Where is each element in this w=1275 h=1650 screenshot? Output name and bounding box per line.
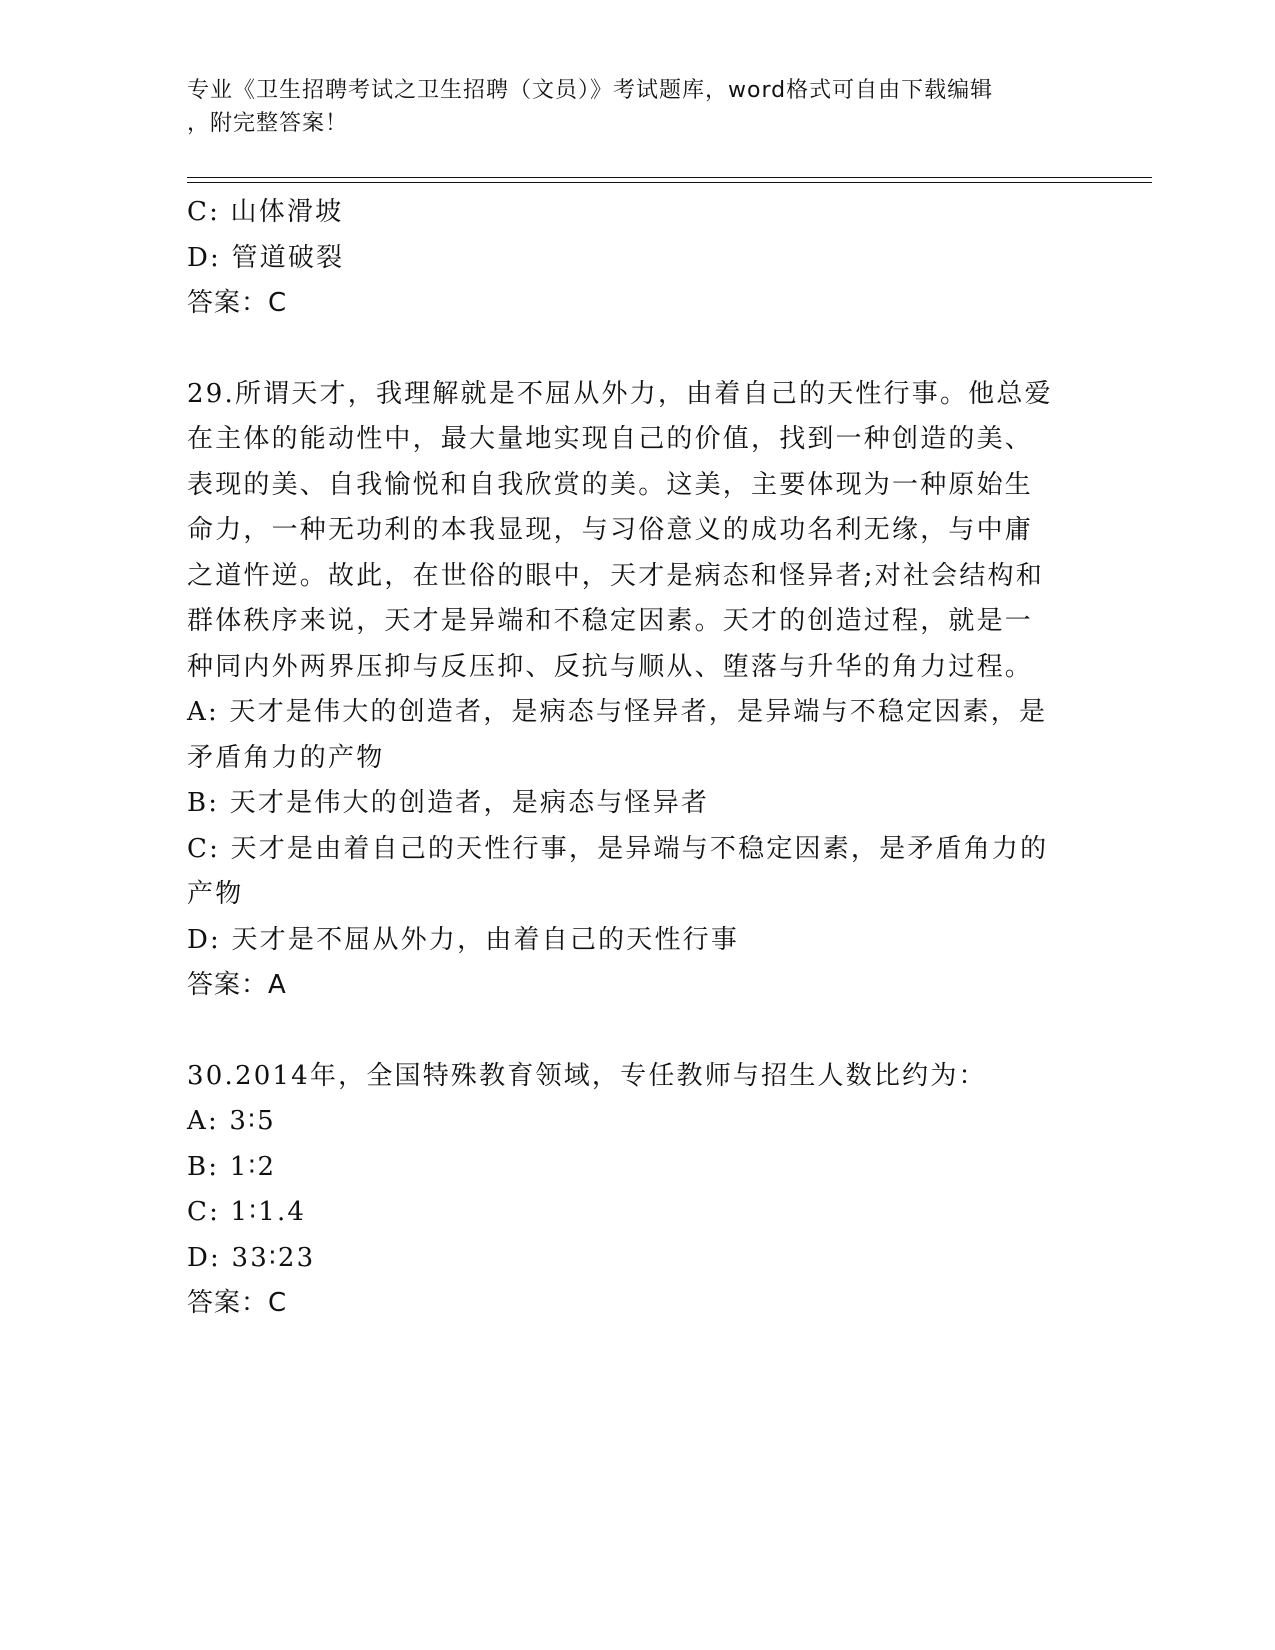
question-28-tail	[187, 190, 1087, 327]
header-divider-top	[187, 177, 1152, 178]
header-line-1: 专业《卫生招聘考试之卫生招聘（文员）》考试题库，word格式可自由下载编辑	[187, 78, 994, 103]
q29-stem-line: 29.所谓天才，我理解就是不屈从外力，由着自己的天性行事。他总爱	[187, 378, 1053, 409]
q29-option-a-line: A: 天才是伟大的创造者，是病态与怪异者，是异端与不稳定因素，是	[187, 697, 1048, 727]
q29-answer: 答案：A	[187, 970, 287, 1000]
spacer	[187, 327, 1087, 372]
q30-option-b: B: 1∶2	[187, 1151, 277, 1182]
q29-stem-line: 在主体的能动性中，最大量地实现自己的价值，找到一种创造的美、	[187, 424, 1034, 454]
q30-option-a: A: 3∶5	[187, 1106, 276, 1136]
q29-stem-line: 群体秩序来说，天才是异端和不稳定因素。天才的创造过程，就是一	[187, 606, 1034, 636]
question-30	[187, 1054, 1087, 1327]
q30-stem: 30.2014年，全国特殊教育领域，专任教师与招生人数比约为：	[187, 1060, 987, 1091]
q28-option-c: C: 山体滑坡	[187, 197, 344, 227]
page-header	[187, 74, 1067, 140]
q29-option-a-line: 矛盾角力的产物	[187, 742, 385, 773]
q30-option-d: D: 33∶23	[187, 1242, 316, 1273]
q28-option-d: D: 管道破裂	[187, 242, 345, 273]
spacer	[187, 1009, 1087, 1054]
q29-stem-line: 种同内外两界压抑与反压抑、反抗与顺从、堕落与升华的角力过程。	[187, 651, 1034, 682]
q29-option-d: D: 天才是不屈从外力，由着自己的天性行事	[187, 924, 740, 955]
q30-answer: 答案：C	[187, 1288, 288, 1318]
document-body	[187, 190, 1087, 1327]
q28-answer: 答案：C	[187, 288, 288, 318]
q30-option-c: C: 1∶1.4	[187, 1197, 307, 1227]
header-line-2: ，附完整答案！	[187, 111, 349, 136]
q29-stem-line: 表现的美、自我愉悦和自我欣赏的美。这美，主要体现为一种原始生	[187, 469, 1034, 500]
header-divider-bottom	[187, 182, 1152, 183]
q29-option-c-line: 产物	[187, 879, 244, 909]
question-29	[187, 372, 1087, 1009]
q29-option-c-line: C: 天才是由着自己的天性行事，是异端与不稳定因素，是矛盾角力的	[187, 833, 1049, 864]
q29-stem-line: 命力，一种无功利的本我显现，与习俗意义的成功名利无缘，与中庸	[187, 515, 1034, 545]
q29-stem-line: 之道忤逆。故此，在世俗的眼中，天才是病态和怪异者;对社会结构和	[187, 560, 1044, 591]
q29-option-b: B: 天才是伟大的创造者，是病态与怪异者	[187, 788, 710, 818]
